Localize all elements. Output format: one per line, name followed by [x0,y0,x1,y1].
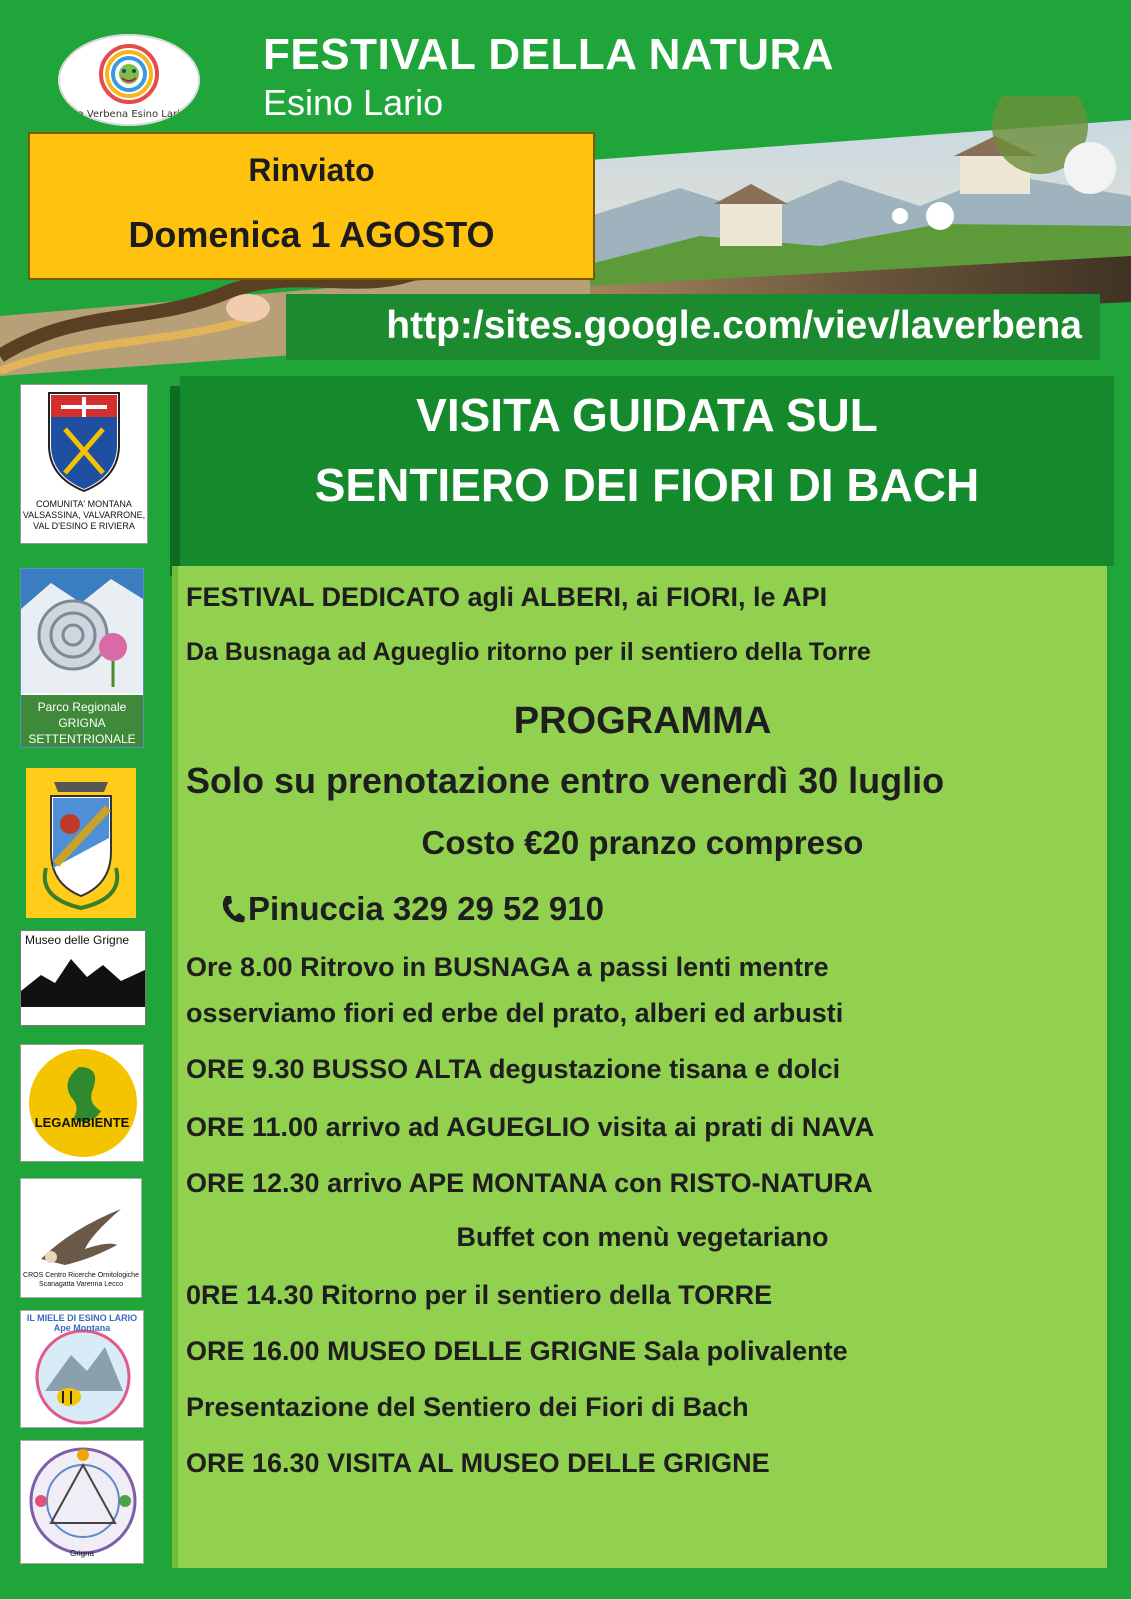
sponsor-caption: Museo delle Grigne [25,933,130,947]
schedule-item: ORE 16.30 VISITA AL MUSEO DELLE GRIGNE [186,1448,770,1478]
schedule-item: ORE 12.30 arrivo APE MONTANA con RISTO-NATURA [186,1168,873,1198]
visit-title-line1: VISITA GUIDATA SUL [416,389,878,441]
festival-location: Esino Lario [263,82,444,123]
sponsor-caption: CROS Centro Ricerche Ornitologiche Scanagatta Varenna Lecco [23,1272,139,1288]
booking-note: Solo su prenotazione entro venerdì 30 luglio [186,760,945,801]
program-panel [172,566,1107,1568]
sponsor-caption: Parco Regionale GRIGNA SETTENTRIONALE [21,695,143,748]
sponsor-miele-esino [20,1310,144,1428]
festival-theme: FESTIVAL DEDICATO agli ALBERI, ai FIORI, le API [186,582,828,612]
ammonite-flower-icon [21,569,143,693]
sponsor-caption: Grigna [69,1549,94,1558]
event-date: Domenica 1 AGOSTO [128,214,495,255]
swan-icon [21,1045,144,1162]
sponsor-cros [20,1178,142,1298]
schedule-item: ORE 9.30 BUSSO ALTA degustazione tisana e dolci [186,1054,841,1084]
visit-title-box [180,376,1114,566]
sponsor-comunita-montana [20,384,148,544]
cost-note: Costo €20 pranzo compreso [421,824,864,861]
sponsor-caption: IL MIELE DI ESINO LARIO Ape Montana [26,1313,138,1333]
url-banner [286,294,1100,360]
logo-caption: La Verbena Esino Lario [72,109,186,120]
enneagram-wheel-icon [21,1441,144,1564]
schedule-item: Ore 8.00 Ritrovo in BUSNAGA a passi lenti mentre [186,952,829,982]
schedule-item: ORE 11.00 arrivo ad AGUEGLIO visita ai prati di NAVA [186,1112,875,1142]
festival-title: FESTIVAL DELLA NATURA [263,30,835,79]
phone-icon [220,894,246,924]
schedule-item: osserviamo fiori ed erbe del prato, alberi ed arbusti [186,998,844,1028]
route-description: Da Busnaga ad Agueglio ritorno per il sentiero della Torre [186,638,871,666]
municipal-crest-icon [26,768,136,918]
sponsor-caption: LEGAMBIENTE [34,1115,130,1130]
sponsor-legambiente [20,1044,144,1162]
sponsor-parco-grigna [20,568,144,748]
website-url: http:/sites.google.com/viev/laverbena [386,304,1082,347]
schedule-item: Presentazione del Sentiero dei Fiori di Bach [186,1392,749,1422]
sponsor-fiori-bach [20,1440,144,1564]
postponed-label: Rinviato [248,152,375,188]
programma-heading: PROGRAMMA [513,700,772,742]
phone-contact [220,890,604,928]
coat-of-arms-icon [21,385,147,497]
sponsor-caption: COMUNITA' MONTANA VALSASSINA, VALVARRONE, VAL D'ESINO E RIVIERA [22,499,146,531]
la-verbena-logo [58,34,200,126]
schedule-item: 0RE 14.30 Ritorno per il sentiero della TORRE [186,1280,773,1310]
date-box [28,132,595,280]
visit-title-line2: SENTIERO DEI FIORI DI BACH [314,459,980,511]
sponsor-comune-esino [26,768,136,918]
phone-contact-text: Pinuccia 329 29 52 910 [248,890,604,927]
sponsor-museo-grigne [20,930,146,1026]
schedule-item: ORE 16.00 MUSEO DELLE GRIGNE Sala polivalente [186,1336,848,1366]
schedule-item: Buffet con menù vegetariano [456,1222,829,1252]
